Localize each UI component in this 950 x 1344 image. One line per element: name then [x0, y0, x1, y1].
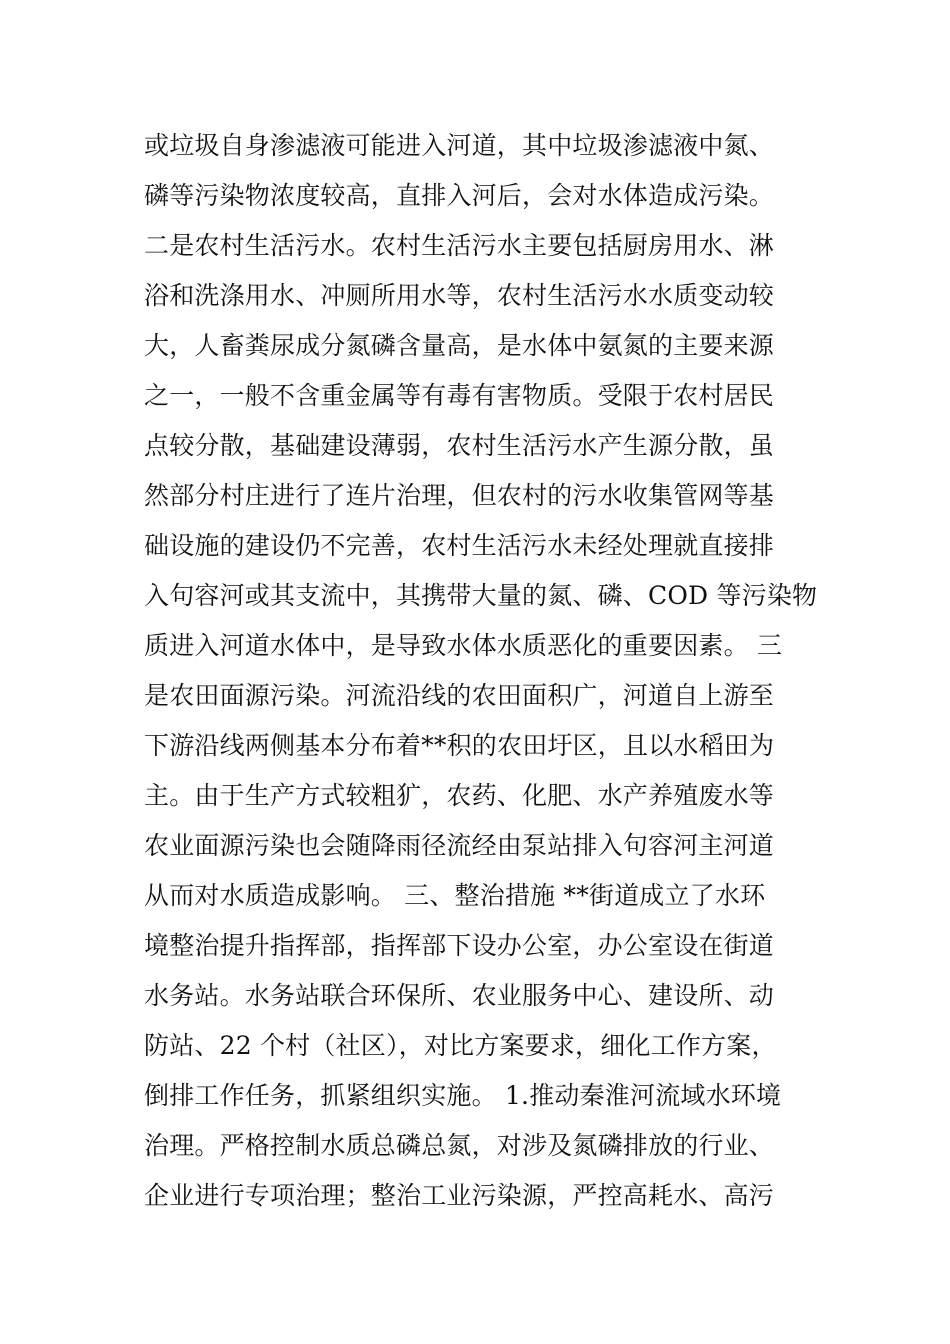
text-line: 之一，一般不含重金属等有毒有害物质。受限于农村居民	[144, 381, 775, 410]
text-line: 磷等污染物浓度较高，直排入河后，会对水体造成污染。	[144, 181, 775, 210]
text-line: 质进入河道水体中，是导致水体水质恶化的重要因素。 三	[144, 631, 783, 660]
text-line: 倒排工作任务，抓紧组织实施。 1.推动秦淮河流域水环境	[144, 1081, 782, 1110]
text-line: 浴和洗涤用水、冲厕所用水等，农村生活污水水质变动较	[144, 281, 775, 310]
text-line: 下游沿线两侧基本分布着**积的农田圩区，且以水稻田为	[144, 731, 775, 760]
text-line: 从而对水质造成影响。 三、整治措施 **街道成立了水环	[144, 881, 766, 910]
text-line: 主。由于生产方式较粗犷，农药、化肥、水产养殖废水等	[144, 781, 775, 810]
text-line: 然部分村庄进行了连片治理，但农村的污水收集管网等基	[144, 481, 775, 510]
text-line: 二是农村生活污水。农村生活污水主要包括厨房用水、淋	[144, 231, 775, 260]
text-line: 或垃圾自身渗滤液可能进入河道，其中垃圾渗滤液中氮、	[144, 131, 775, 160]
text-line: 水务站。水务站联合环保所、农业服务中心、建设所、动	[144, 981, 775, 1010]
text-line: 境整治提升指挥部，指挥部下设办公室，办公室设在街道	[144, 931, 775, 960]
text-line: 大，人畜粪尿成分氮磷含量高，是水体中氨氮的主要来源	[144, 331, 775, 360]
text-line: 入句容河或其支流中，其携带大量的氮、磷、COD 等污染物	[144, 581, 818, 610]
text-line: 点较分散，基础建设薄弱，农村生活污水产生源分散，虽	[144, 431, 775, 460]
text-line: 防站、22 个村（社区），对比方案要求，细化工作方案，	[144, 1031, 777, 1060]
text-line: 农业面源污染也会随降雨径流经由泵站排入句容河主河道	[144, 831, 775, 860]
text-line: 础设施的建设仍不完善，农村生活污水未经处理就直接排	[144, 531, 775, 560]
text-line: 是农田面源污染。河流沿线的农田面积广，河道自上游至	[144, 681, 775, 710]
body-text	[144, 121, 818, 1221]
text-line: 治理。严格控制水质总磷总氮，对涉及氮磷排放的行业、	[144, 1131, 775, 1160]
text-line: 企业进行专项治理；整治工业污染源，严控高耗水、高污	[144, 1181, 775, 1210]
